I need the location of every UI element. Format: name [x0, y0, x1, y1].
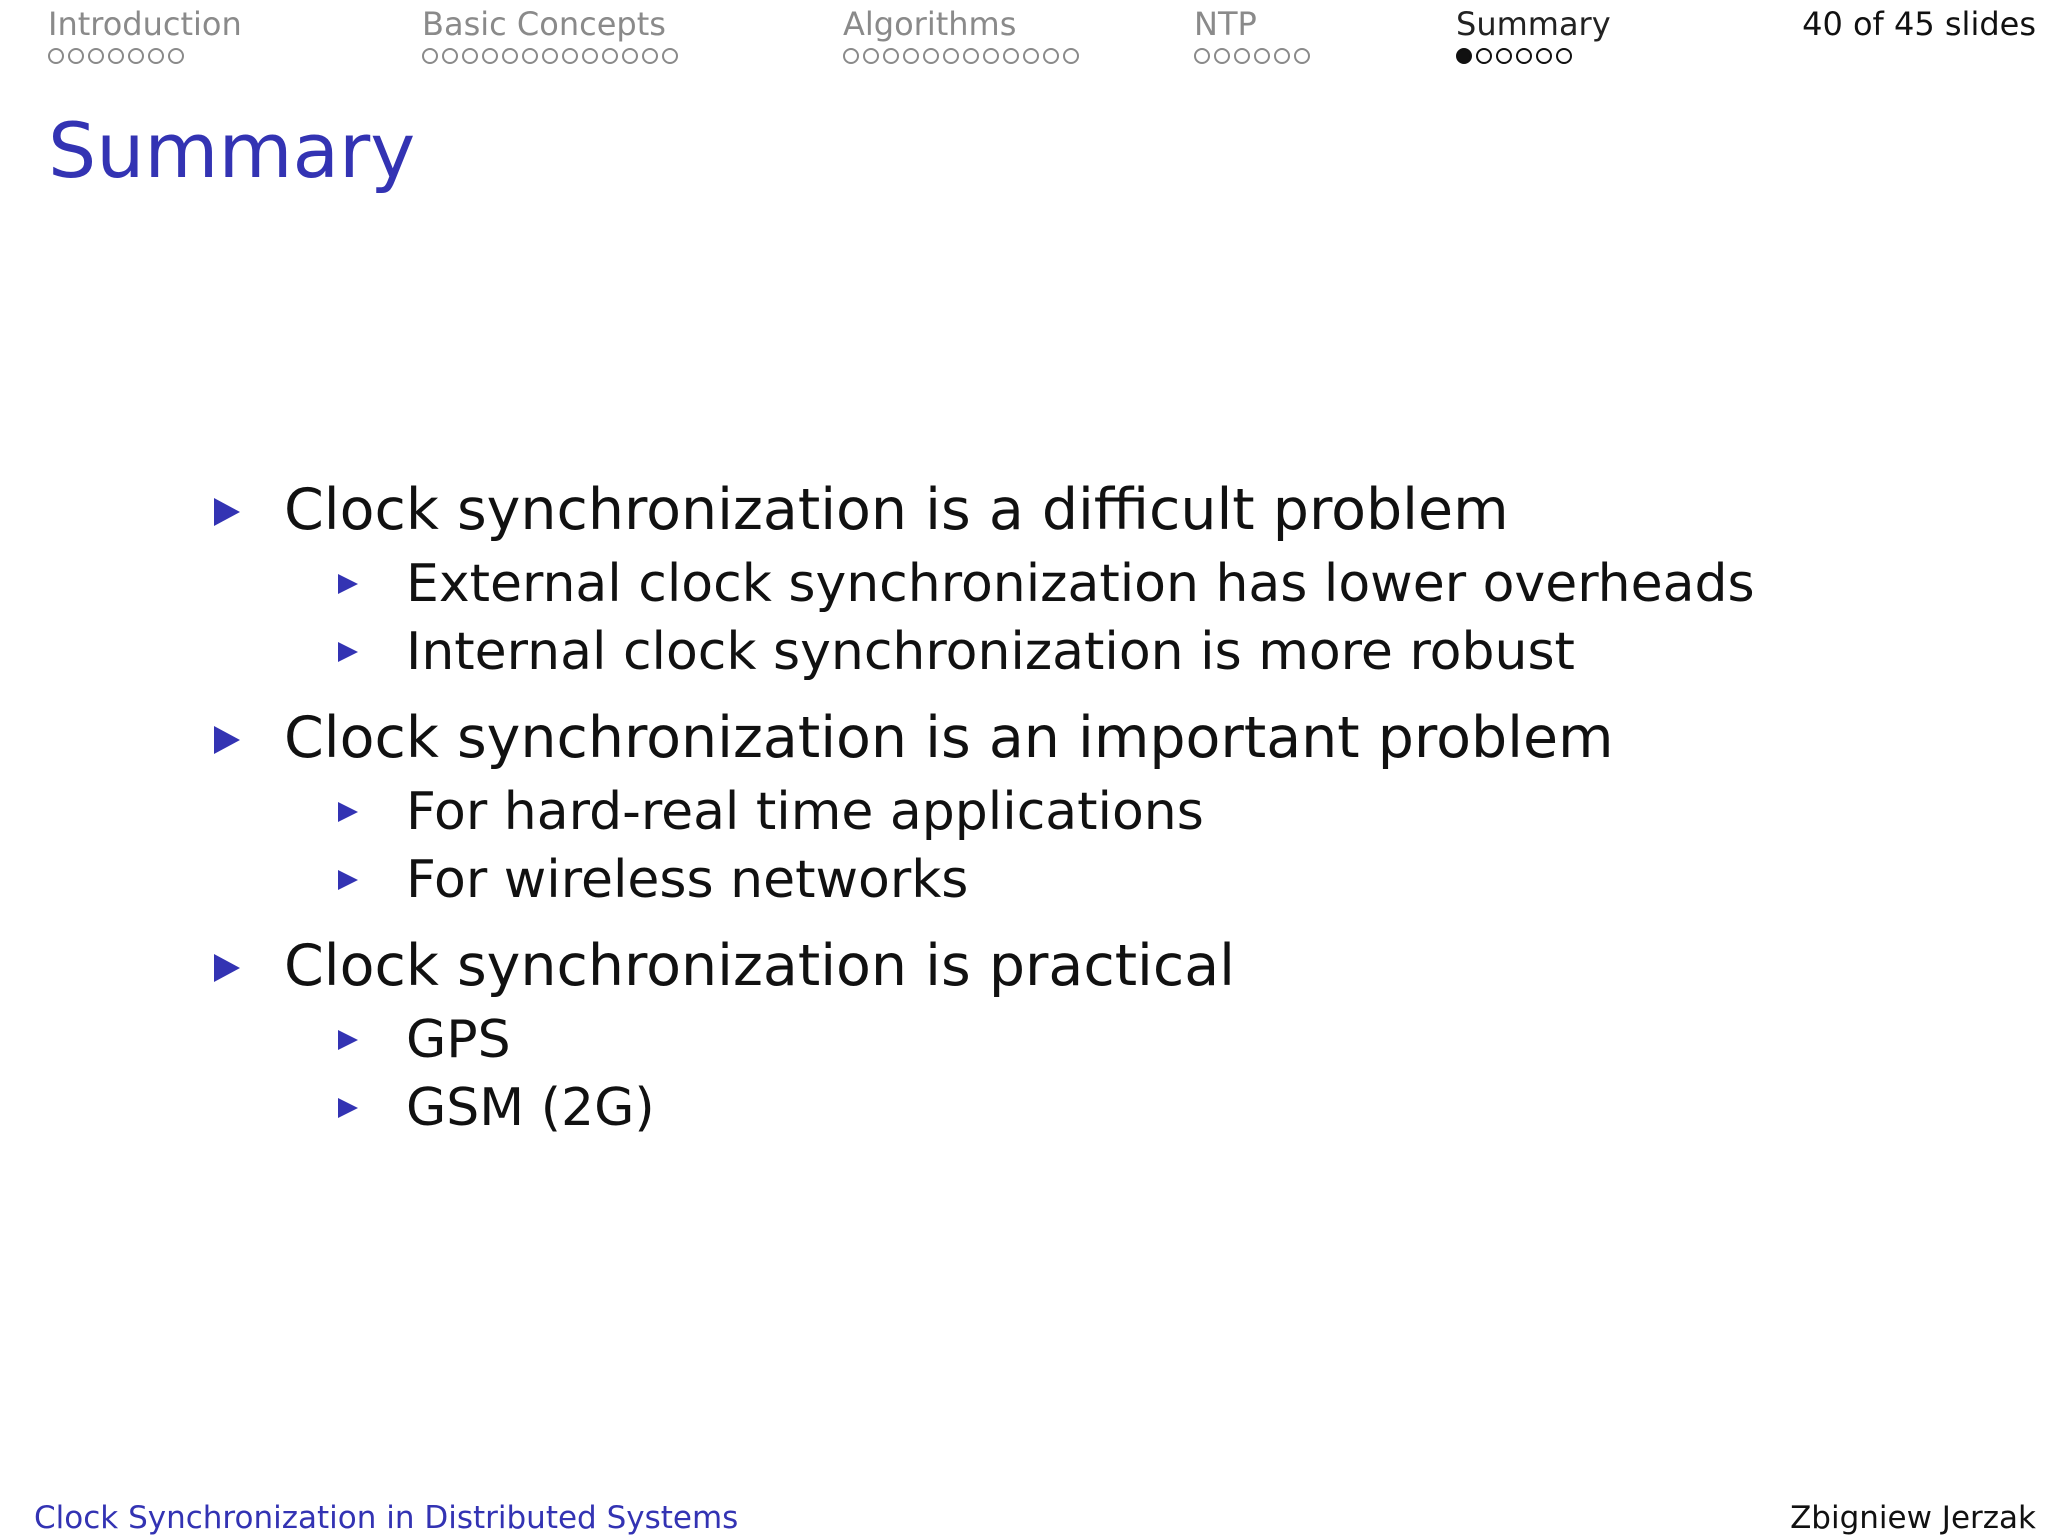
bullet-item: [218, 926, 1235, 1006]
slide-dot[interactable]: [622, 48, 638, 64]
nav-section-title[interactable]: Summary: [1456, 5, 1611, 43]
slide-dot[interactable]: [1003, 48, 1019, 64]
slide-dot[interactable]: [522, 48, 538, 64]
slide-dot[interactable]: [1063, 48, 1079, 64]
slide-dot[interactable]: [542, 48, 558, 64]
bullet-text: GSM (2G): [406, 1078, 655, 1138]
slide-dot[interactable]: [863, 48, 879, 64]
bullet-text: Clock synchronization is an important problem: [284, 705, 1614, 771]
slide-dot[interactable]: [1234, 48, 1250, 64]
slide-dot[interactable]: [1556, 48, 1572, 64]
slide-dot[interactable]: [462, 48, 478, 64]
bullet-triangle-icon: [338, 574, 358, 594]
nav-slide-dots: [1194, 48, 1314, 72]
slide-dot[interactable]: [48, 48, 64, 64]
nav-section-title[interactable]: NTP: [1194, 5, 1257, 43]
nav-section-basic-concepts: [422, 2, 682, 72]
slide-dot[interactable]: [148, 48, 164, 64]
slide-dot[interactable]: [88, 48, 104, 64]
slide-dot[interactable]: [983, 48, 999, 64]
slide-dot[interactable]: [1536, 48, 1552, 64]
slide-dot[interactable]: [642, 48, 658, 64]
slide-dot[interactable]: [1476, 48, 1492, 64]
slide-dot[interactable]: [502, 48, 518, 64]
slide-dot[interactable]: [1214, 48, 1230, 64]
slide-dot[interactable]: [68, 48, 84, 64]
nav-section-summary: [1456, 2, 1611, 72]
nav-slide-dots: [48, 48, 242, 72]
slide-dot[interactable]: [1294, 48, 1310, 64]
bullet-text: GPS: [406, 1010, 511, 1070]
slide-dot[interactable]: [1023, 48, 1039, 64]
bullet-text: Clock synchronization is practical: [284, 933, 1235, 999]
footer-presentation-title: Clock Synchronization in Distributed Systems: [34, 1500, 739, 1536]
bullet-triangle-icon: [214, 498, 240, 526]
slide-dot[interactable]: [168, 48, 184, 64]
slide-dot[interactable]: [1194, 48, 1210, 64]
bullet-triangle-icon: [338, 1098, 358, 1118]
nav-slide-dots: [1456, 48, 1611, 72]
nav-slide-dots: [843, 48, 1083, 72]
nav-slide-dots: [422, 48, 682, 72]
bullet-triangle-icon: [338, 802, 358, 822]
bullet-triangle-icon: [214, 954, 240, 982]
slide-dot[interactable]: [422, 48, 438, 64]
nav-section-title[interactable]: Algorithms: [843, 5, 1017, 43]
nav-section-introduction: [48, 2, 242, 72]
slide-dot[interactable]: [963, 48, 979, 64]
bullet-text: For hard-real time applications: [406, 782, 1204, 842]
slide-dot[interactable]: [602, 48, 618, 64]
slide-dot[interactable]: [1274, 48, 1290, 64]
slide-dot[interactable]: [582, 48, 598, 64]
slide-dot[interactable]: [442, 48, 458, 64]
slide-dot[interactable]: [1516, 48, 1532, 64]
slide-title: Summary: [48, 106, 416, 195]
slide-dot[interactable]: [843, 48, 859, 64]
slide-dot[interactable]: [108, 48, 124, 64]
slide-dot[interactable]: [562, 48, 578, 64]
bullet-triangle-icon: [214, 726, 240, 754]
bullet-text: External clock synchronization has lower overheads: [406, 554, 1755, 614]
bullet-item: [218, 698, 1614, 778]
slide-dot[interactable]: [943, 48, 959, 64]
slide-counter: 40 of 45 slides: [1802, 5, 2036, 43]
footer-author: Zbigniew Jerzak: [1790, 1500, 2036, 1536]
bullet-text: Internal clock synchronization is more robust: [406, 622, 1575, 682]
slide-dot[interactable]: [1254, 48, 1270, 64]
slide-dot[interactable]: [128, 48, 144, 64]
nav-section-title[interactable]: Basic Concepts: [422, 5, 666, 43]
slide-dot[interactable]: [923, 48, 939, 64]
slide-dot[interactable]: [1043, 48, 1059, 64]
slide-dot[interactable]: [903, 48, 919, 64]
current-slide-dot[interactable]: [1456, 48, 1472, 64]
bullet-triangle-icon: [338, 642, 358, 662]
bullet-triangle-icon: [338, 1030, 358, 1050]
nav-section-algorithms: [843, 2, 1083, 72]
bullet-triangle-icon: [338, 870, 358, 890]
slide-dot[interactable]: [482, 48, 498, 64]
bullet-list: [218, 470, 1755, 1142]
bullet-text: For wireless networks: [406, 850, 969, 910]
nav-section-ntp: [1194, 2, 1314, 72]
bullet-item: [218, 470, 1509, 550]
slide-dot[interactable]: [1496, 48, 1512, 64]
bullet-text: Clock synchronization is a difficult problem: [284, 477, 1509, 543]
slide-dot[interactable]: [662, 48, 678, 64]
nav-section-title[interactable]: Introduction: [48, 5, 242, 43]
slide-dot[interactable]: [883, 48, 899, 64]
